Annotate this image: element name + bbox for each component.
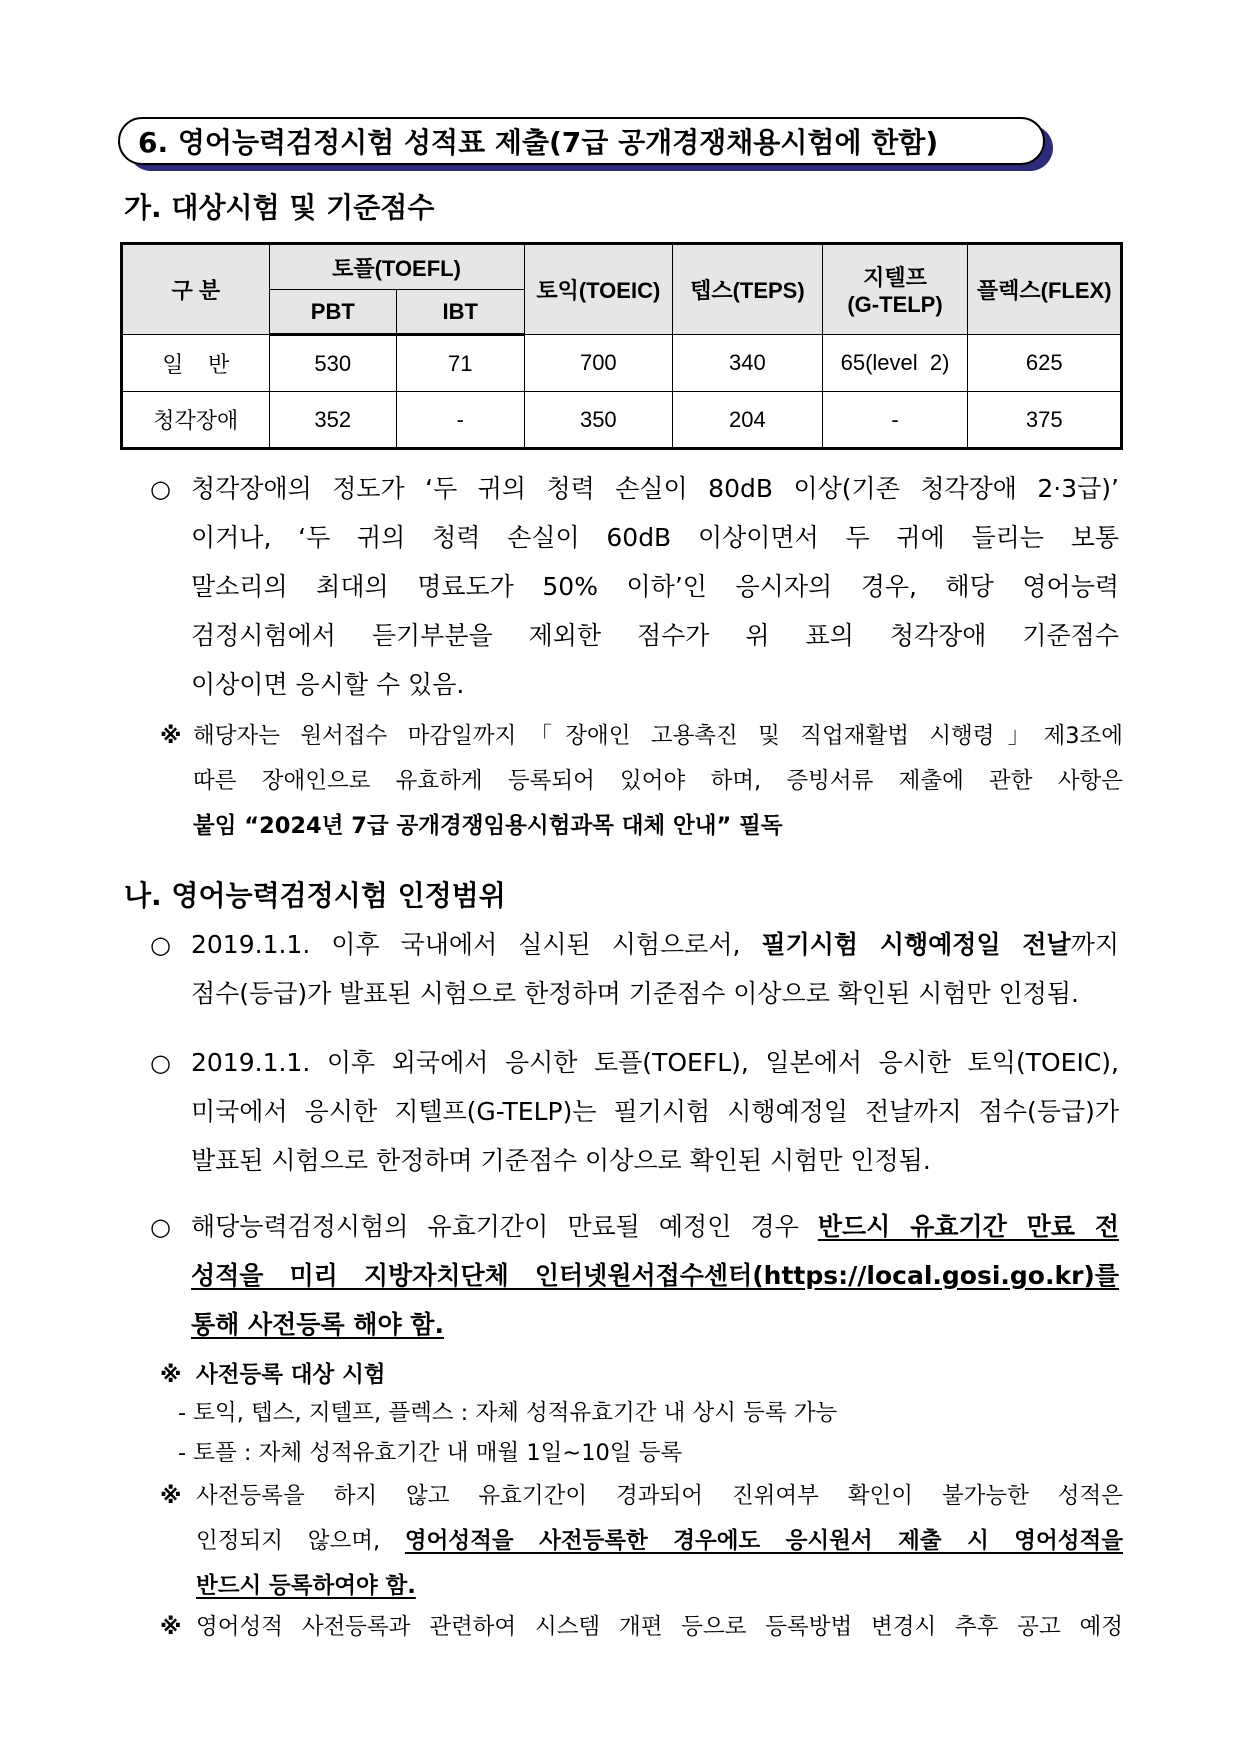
paragraph-pre-registration [191, 1202, 1119, 1349]
header-toeic: 토익(TOEIC) [524, 244, 673, 335]
bullet-circle: ○ [150, 475, 171, 503]
text-segment: 2019.1.1. 이후 국내에서 실시된 시험으로서, [191, 930, 762, 959]
paragraph-line [191, 920, 1119, 969]
score-table [120, 242, 1123, 450]
bold-underline-segment: 영어성적을 사전등록한 경우에도 응시원서 제출 시 영어성적을 [404, 1528, 1123, 1554]
paragraph-hearing-criteria [191, 464, 1119, 709]
note-pre-registration-list [178, 1393, 1078, 1473]
paragraph-line: 성적을 미리 지방자치단체 인터넷원서접수센터(https://local.gosi.go.kr)를 [191, 1261, 1119, 1290]
paragraph-line: 말소리의 최대의 명료도가 50% 이하’인 응시자의 경우, 해당 영어능력 [191, 572, 1119, 601]
note-line: 영어성적 사전등록과 관련하여 시스템 개편 등으로 등록방법 변경시 추후 공고 예정 [196, 1614, 1123, 1640]
list-item: - 토익, 텝스, 지텔프, 플렉스 : 자체 성적유효기간 내 상시 등록 가능 [178, 1400, 838, 1426]
header-category: 구 분 [122, 244, 270, 335]
note-mark: ※ [160, 1615, 182, 1640]
paragraph-line: 2019.1.1. 이후 외국에서 응시한 토플(TOEFL), 일본에서 응시한 토익(TOEIC), [191, 1048, 1119, 1077]
note-line: 따른 장애인으로 유효하게 등록되어 있어야 하며, 증빙서류 제출에 관한 사항은 [193, 768, 1123, 794]
paragraph-line: 이거나, ‘두 귀의 청력 손실이 60dB 이상이면서 두 귀에 들리는 보통 [191, 523, 1119, 552]
cell-toeic: 700 [524, 335, 673, 392]
note-line [196, 1519, 1123, 1564]
bullet-circle: ○ [150, 931, 171, 959]
cell-ibt: - [397, 392, 524, 449]
cell-ibt: 71 [397, 335, 524, 392]
header-gtelp-line2: (G-TELP) [847, 292, 943, 317]
header-gtelp-line1: 지텔프 [863, 265, 927, 290]
cell-pbt: 530 [269, 335, 397, 392]
cell-gtelp: 65(level 2) [822, 335, 968, 392]
paragraph-line: 청각장애의 정도가 ‘두 귀의 청력 손실이 80dB 이상(기존 청각장애 2·3급)’ [191, 474, 1119, 503]
table-row [122, 335, 1122, 392]
note-pre-registration-title: 사전등록 대상 시험 [196, 1362, 386, 1388]
paragraph-line: 통해 사전등록 해야 함. [191, 1310, 444, 1339]
cell-flex: 375 [968, 392, 1122, 449]
paragraph-line: 미국에서 응시한 지텔프(G-TELP)는 필기시험 시행예정일 전날까지 점수(등급)가 [191, 1097, 1119, 1126]
cell-flex: 625 [968, 335, 1122, 392]
row-label: 일 반 [122, 335, 270, 392]
bullet-circle: ○ [150, 1049, 171, 1077]
bold-underline-segment: 반드시 유효기간 만료 전 [817, 1212, 1119, 1241]
list-item: - 토플 : 자체 성적유효기간 내 매월 1일∼10일 등록 [178, 1440, 683, 1466]
header-gtelp [822, 244, 968, 335]
note-line: 붙임 “2024년 7급 공개경쟁임용시험과목 대체 안내” 필독 [193, 813, 783, 839]
cell-teps: 204 [673, 392, 823, 449]
note-line: 사전등록을 하지 않고 유효기간이 경과되어 진위여부 확인이 불가능한 성적은 [196, 1483, 1123, 1509]
note-validity [196, 1474, 1123, 1609]
title-frame [118, 117, 1045, 165]
header-toefl: 토플(TOEFL) [269, 244, 524, 290]
section-title-box [118, 117, 1053, 171]
bold-segment: 필기시험 시행예정일 전날 [761, 930, 1071, 959]
note-line: 반드시 등록하여야 함. [196, 1573, 416, 1599]
header-teps: 텝스(TEPS) [673, 244, 823, 335]
bullet-circle: ○ [150, 1213, 171, 1241]
paragraph-domestic-tests [191, 920, 1119, 1018]
paragraph-line: 발표된 시험으로 한정하며 기준점수 이상으로 확인된 시험만 인정됨. [191, 1146, 931, 1175]
note-system-change [196, 1605, 1123, 1650]
text-segment: 인정되지 않으며, [196, 1528, 405, 1554]
note-mark: ※ [160, 724, 182, 749]
note-line: 해당자는 원서접수 마감일까지「장애인 고용촉진 및 직업재활법 시행령」제3조에 [193, 723, 1123, 749]
cell-gtelp: - [822, 392, 968, 449]
header-ibt: IBT [397, 290, 524, 335]
text-segment: 까지 [1070, 930, 1120, 959]
paragraph-line: 이상이면 응시할 수 있음. [191, 670, 465, 699]
cell-teps: 340 [673, 335, 823, 392]
sub-heading-a: 가. 대상시험 및 기준점수 [124, 191, 435, 224]
text-segment: 해당능력검정시험의 유효기간이 만료될 예정인 경우 [191, 1212, 818, 1241]
note-mark: ※ [160, 1363, 182, 1388]
note-mark: ※ [160, 1484, 182, 1509]
section-title: 6. 영어능력검정시험 성적표 제출(7급 공개경쟁채용시험에 한함) [138, 126, 939, 159]
row-label: 청각장애 [122, 392, 270, 449]
header-flex: 플렉스(FLEX) [968, 244, 1122, 335]
paragraph-foreign-tests [191, 1038, 1119, 1185]
cell-toeic: 350 [524, 392, 673, 449]
header-pbt: PBT [269, 290, 397, 335]
paragraph-line: 점수(등급)가 발표된 시험으로 한정하며 기준점수 이상으로 확인된 시험만 인정됨. [191, 979, 1079, 1008]
paragraph-line: 검정시험에서 듣기부분을 제외한 점수가 위 표의 청각장애 기준점수 [191, 621, 1119, 650]
note-registration [193, 714, 1123, 849]
cell-pbt: 352 [269, 392, 397, 449]
table-row [122, 392, 1122, 449]
sub-heading-b: 나. 영어능력검정시험 인정범위 [124, 879, 506, 912]
paragraph-line [191, 1202, 1119, 1251]
